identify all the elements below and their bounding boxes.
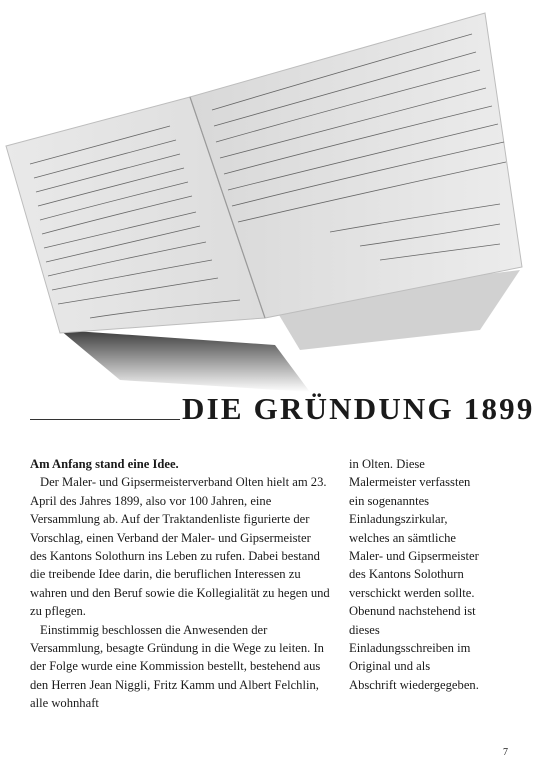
text-column-left — [30, 455, 330, 713]
text-column-right — [349, 455, 479, 694]
heading-rule — [30, 419, 180, 420]
paragraph-3: in Olten. Diese Malermeister verfassten ein sogenanntes Einladungszirkular, welches an sämtliche Maler- und Gipsermeister des Kantons Solothurn verschickt werden sollte. Obenund nachstehend ist dieses Einladungsschreiben im Original und als Abschrift wiedergegeben. — [349, 457, 479, 692]
paragraph-1: Der Maler- und Gipsermeisterverband Olten hielt am 23. April des Jahres 1899, also vor 100 Jahren, eine Versammlung ab. Auf der Traktandenliste figurierte der Vorschlag, einen Verband der Maler- und Gipsermeister des Kantons Solothurn ins Leben zu rufen. Dabei bestand die treibende Idee darin, die beruflichen Interessen zu wahren und den Beruf sowie die Kollegialität zu hegen und zu pflegen. — [30, 475, 330, 619]
lead-sentence: Am Anfang stand eine Idee. — [30, 457, 179, 471]
paragraph-2: Einstimmig beschlossen die Anwesenden der Versammlung, besagte Gründung in die Wege zu leiten. In der Folge wurde eine Kommission bestellt, bestehend aus den Herren Jean Niggli, Fritz Kamm und Albert Felchlin, alle wohnhaft — [30, 622, 324, 711]
section-heading: DIE GRÜNDUNG 1899 — [182, 391, 535, 426]
page-number: 7 — [503, 747, 508, 758]
